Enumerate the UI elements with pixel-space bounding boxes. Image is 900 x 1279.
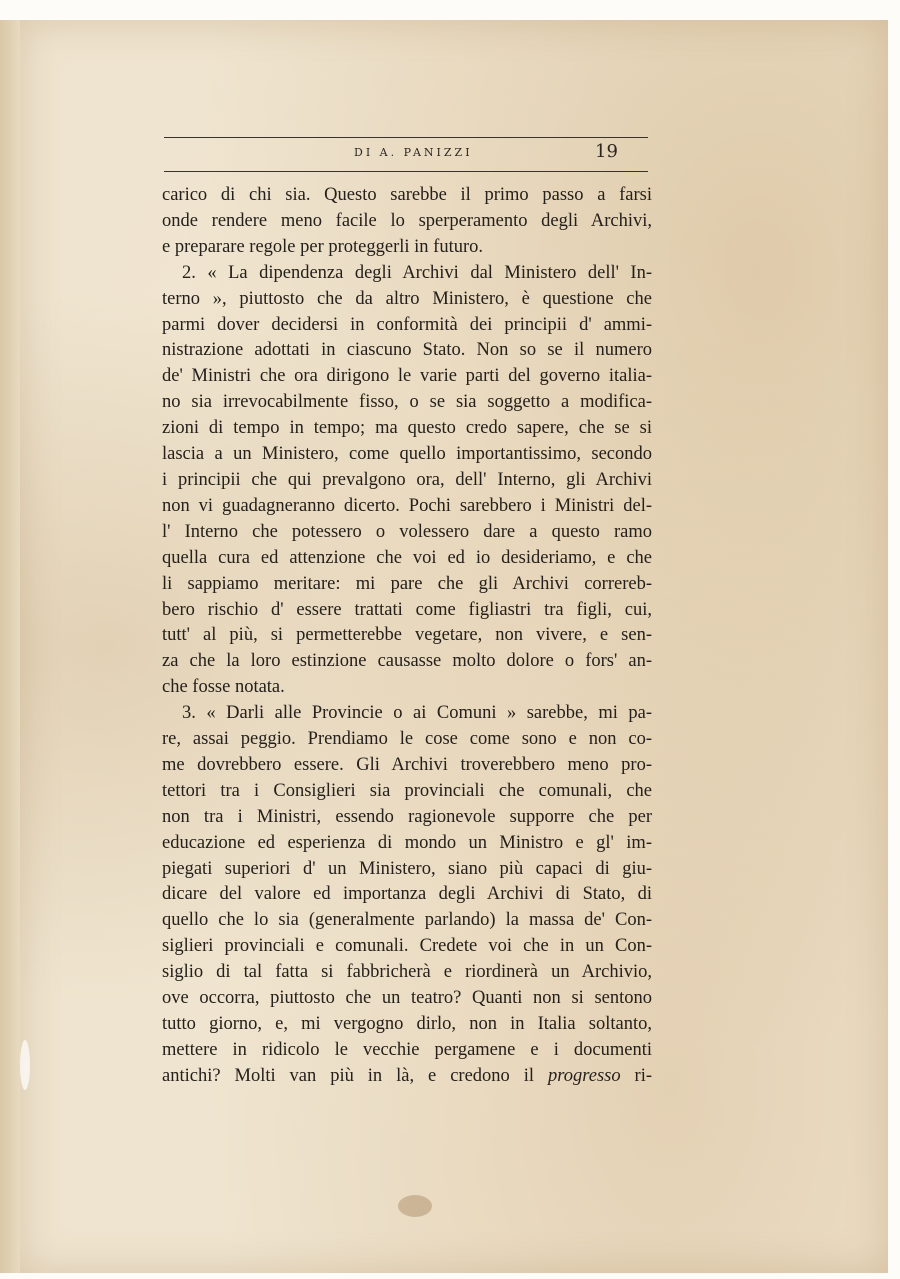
text-line: l' Interno che potessero o volessero dare a questo ramo [162, 521, 652, 542]
text-line: i principii che qui prevalgono ora, dell' Interno, gli Archivi [162, 469, 652, 490]
italic-word-progresso: progresso [547, 1065, 621, 1086]
text-line: no sia irrevocabilmente fisso, o se sia soggetto a modifica- [162, 392, 652, 413]
text-line: tutto giorno, e, mi vergogno dirlo, non in Italia soltanto, [162, 1014, 652, 1034]
text-line: zioni di tempo in tempo; ma questo credo sapere, che se si [162, 418, 652, 439]
text-line: lascia a un Ministero, come quello importantissimo, secondo [162, 444, 652, 465]
text-line: de' Ministri che ora dirigono le varie parti del governo italia- [162, 366, 652, 387]
text-line: siglio di tal fatta si fabbricherà e riordinerà un Archivio, [162, 962, 652, 983]
text-line: non vi guadagneranno dicerto. Pochi sarebbero i Ministri del- [162, 495, 652, 516]
foxing-stain [398, 1195, 432, 1217]
foxing-stain [20, 1040, 30, 1090]
text-segment: ri- [620, 1065, 652, 1086]
text-line: non tra i Ministri, essendo ragionevole supporre che per [162, 806, 652, 827]
text-line: educazione ed esperienza di mondo un Ministro e gl' im- [162, 832, 652, 853]
header-rule-top [164, 137, 648, 138]
text-line: me dovrebbero essere. Gli Archivi troverebbero meno pro- [162, 754, 652, 775]
text-line: mettere in ridicolo le vecchie pergamene e i documenti [162, 1039, 652, 1060]
text-line: bero rischio d' essere trattati come figliastri tra figli, cui, [162, 599, 652, 620]
running-head: DI A. PANIZZI [354, 146, 473, 159]
text-line: e preparare regole per proteggerli in futuro. [162, 236, 484, 257]
text-line: terno », piuttosto che da altro Ministero, è questione che [162, 288, 652, 309]
paragraph-2-start: 2. « La dipendenza degli Archivi dal Ministero dell' In- [182, 262, 652, 283]
text-line: re, assai peggio. Prendiamo le cose come sono e non co- [162, 729, 652, 750]
text-line: quella cura ed attenzione che voi ed io desideriamo, e che [162, 547, 652, 568]
text-line-last [162, 1064, 652, 1090]
text-line: za che la loro estinzione causasse molto dolore o fors' an- [162, 651, 652, 672]
text-line: carico di chi sia. Questo sarebbe il primo passo a farsi [162, 185, 652, 205]
header-rule-bottom [164, 171, 648, 172]
text-line: li sappiamo meritare: mi pare che gli Archivi correreb- [162, 573, 652, 594]
text-line: siglieri provinciali e comunali. Credete voi che in un Con- [162, 936, 652, 957]
text-segment: antichi? Molti van più in là, e credono il [162, 1065, 548, 1086]
text-line: nistrazione adottati in ciascuno Stato. Non so se il numero [162, 340, 652, 361]
paragraph-3-start: 3. « Darli alle Provincie o ai Comuni » sarebbe, mi pa- [182, 703, 652, 724]
text-line: tettori tra i Consiglieri sia provinciali che comunali, che [162, 780, 652, 801]
text-line: piegati superiori d' un Ministero, siano più capaci di giu- [162, 858, 652, 879]
text-line: ove occorra, piuttosto che un teatro? Quanti non si sentono [162, 988, 652, 1009]
text-line: parmi dover decidersi in conformità dei principii d' ammi- [162, 314, 652, 335]
text-line: dicare del valore ed importanza degli Archivi di Stato, di [162, 884, 652, 905]
text-line: quello che lo sia (generalmente parlando) la massa de' Con- [162, 910, 652, 931]
text-line: tutt' al più, si permetterebbe vegetare, non vivere, e sen- [162, 625, 652, 646]
body-text [162, 183, 652, 1090]
text-line: onde rendere meno facile lo sperperamento degli Archivi, [162, 210, 652, 231]
text-line: che fosse notata. [162, 677, 285, 698]
page-number: 19 [595, 141, 618, 162]
